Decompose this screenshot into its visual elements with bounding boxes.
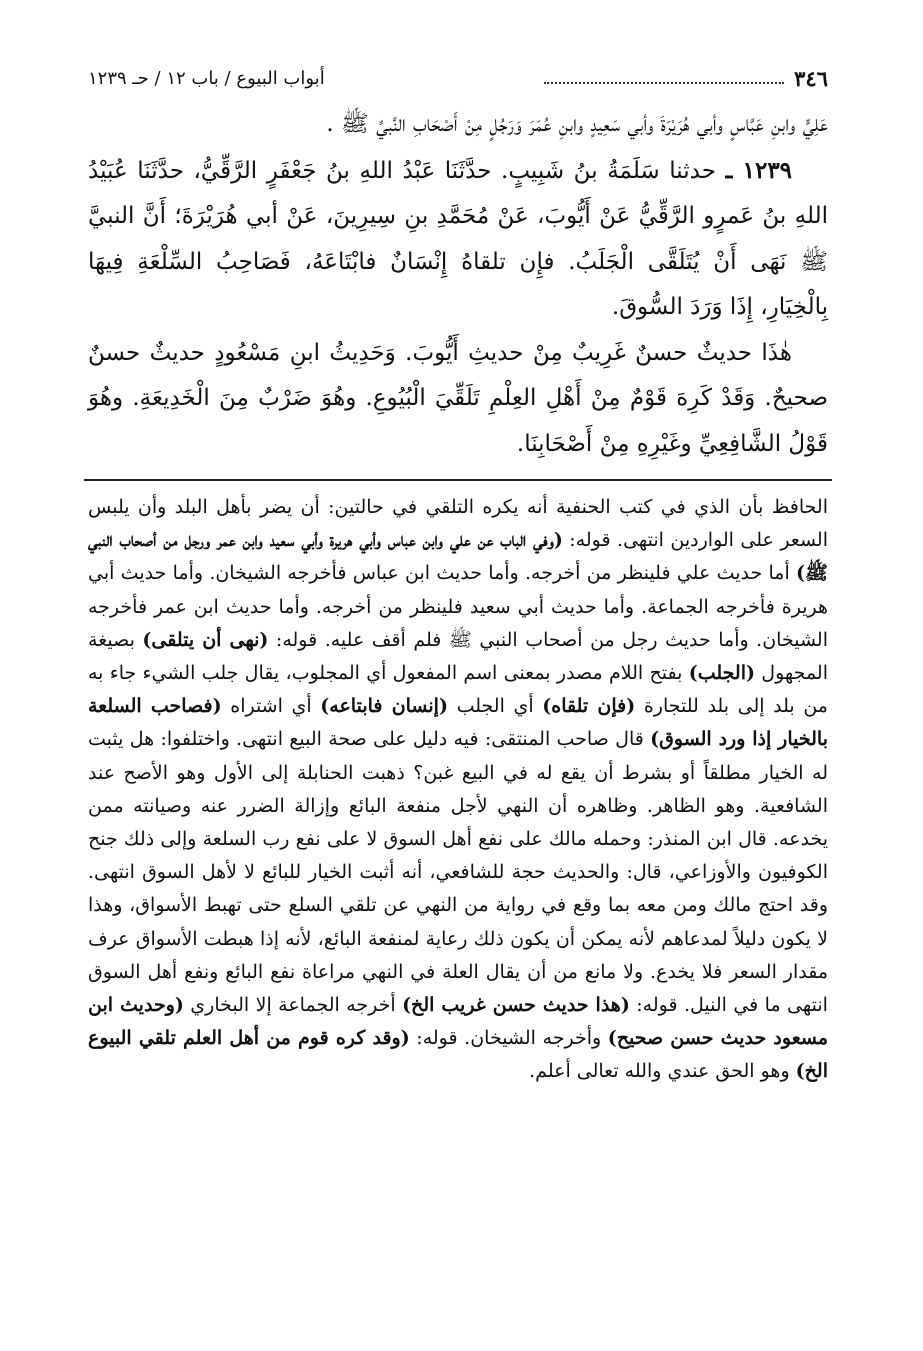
commentary-quote: (فصاحب السلعة بالخيار إذا ورد السوق) (88, 695, 828, 751)
commentary-text: بفتح اللام مصدر بمعنى اسم المفعول أي المجلوب، يقال جلب الشيء جاء به من بلد إلى بلد للتجارة (88, 662, 828, 718)
commentary-quote: (نهى أن يتلقى) (142, 628, 269, 651)
running-header (88, 58, 828, 98)
hadith-number: ١٢٣٩ ـ (725, 156, 793, 184)
commentary-block (88, 491, 828, 1089)
commentary-text: أي الجلب (456, 695, 534, 718)
commentary-text: قال صاحب المنتقى: فيه دليل على صحة البيع انتهى. واختلفوا: هل يثبت له الخيار مطلقاً أو بشرط أن يقع له في البيع غبن؟ ذهبت الحنابلة إلى الأول وهو الأصح عند الشافعية. وهو الظاهر. وظاهره أن النهي لأجل منفعة البائع وإزالة الضرر عنه وصيانته ممن يخدعه. قال ابن المنذر: وحمله مالك على نفع أهل السوق لا على نفع رب السلعة وإلى ذلك جنح الكوفيون والأوزاعي، قال: والحديث حجة للشافعي، أنه أثبت الخيار للبائع لا لأهل السوق انتهى. وقد احتج مالك ومن معه بما وقع في رواية من النهي عن تلقي السلع حتى تهبط الأسواق، وهذا لا يكون دليلاً لمدعاهم لأنه يمكن أن يكون ذلك رعاية لمنفعة البائع، لأنه إذا هبطت الأسواق عرف مقدار السعر فلا يخدع. ولا مانع من أن يقال العلة في النهي مراعاة نفع البائع ونفع أهل السوق انتهى ما في النيل. قوله: (88, 728, 828, 1017)
hadith-paragraph (88, 148, 828, 331)
commentary-quote: (وفي الباب عن علي وابن عباس وأبي هريرة وأبي سعيد وابن عمر ورجل من أصحاب النبي ﷺ) (88, 529, 828, 585)
commentary-quote: (الجلب) (688, 662, 755, 685)
commentary-text: بصيغة المجهول (88, 628, 828, 685)
commentary-quote: (وحديث ابن مسعود حديث حسن صحيح) (88, 994, 829, 1050)
commentary-text: أما حديث علي فلينظر من أخرجه. وأما حديث ابن عباس فأخرجه الشيخان. وأما حديث أبي هريرة فأخرجه الجماعة. وأما حديث أبي سعيد فلينظر من أخرجه. وأما حديث ابن عمر فأخرجه الشيخان. وأما حديث رجل من أصحاب النبي ﷺ فلم أقف عليه. قوله: (88, 562, 828, 651)
commentary-text: وهو الحق عندي والله تعالى أعلم. (529, 1060, 790, 1083)
commentary-quote: (وقد كره قوم من أهل العلم تلقي البيوع الخ) (88, 1027, 828, 1083)
commentary-text: أي اشتراه (230, 695, 312, 718)
commentary-text: وأخرجه الشيخان. قوله: (416, 1027, 602, 1050)
page-number: ٣٤٦ (794, 65, 828, 91)
commentary-text: أخرجه الجماعة إلا البخاري (190, 994, 396, 1017)
hadith-text: حدثنا سَلَمَةُ بنُ شَبِيبٍ. حدَّثَنَا عَبْدُ اللهِ بنُ جَعْفَرٍ الرَّقِّيُّ، حدَّثَنَا عُبَيْدُ اللهِ بنُ عَمرٍو الرَّقِّيُّ عَنْ أَيُّوبَ، عَنْ مُحَمَّدِ بنِ سِيرِينَ، عَنْ أبي هُرَيْرَةَ؛ أَنَّ النبيَّ ﷺ نَهَى أَنْ يُتَلَقَّى الْجَلَبُ. فإِن تلقاهُ إِنْسَانٌ فابْتَاعَهُ، فَصَاحِبُ السِّلْعَةِ فِيهَا بِالْخِيَارِ، إِذَا وَرَدَ السُّوقَ. (88, 157, 828, 320)
commentary-paragraph (88, 491, 828, 1089)
hadith-carry-line: عَلِيٍّ وابنِ عَبَّاسٍ وأبي هُرَيْرَةَ وأبي سَعِيدٍ وابنِ عُمَرَ وَرَجُلٍ مِنْ أَصْحَابِ النَّبيِّ ﷺ . (326, 111, 828, 137)
footnote-divider (84, 479, 832, 481)
commentary-quote: (فإن تلقاه) (542, 695, 636, 718)
hadith-verdict: هٰذَا حديثٌ حسنٌ غَرِيبٌ مِنْ حديثِ أَيُّوبَ. وَحَدِيثُ ابنِ مَسْعُودٍ حديثٌ حسنٌ صحيحٌ. وَقَدْ كَرِهَ قَوْمٌ مِنْ أَهْلِ العِلْمِ تَلَقِّيَ الْبُيُوعِ. وهُوَ ضَرْبٌ مِنَ الْخَدِيعَةِ. وهُوَ قَوْلُ الشَّافِعِيِّ وغَيْرِهِ مِنْ أَصْحَابِنَا. (88, 339, 828, 457)
header-right (544, 66, 828, 91)
hadith-block (88, 102, 828, 467)
commentary-text: الحافظ بأن الذي في كتب الحنفية أنه يكره التلقي في حالتين: أن يضر بأهل البلد وأن يلبس السعر على الواردين انتهى. قوله: (88, 496, 828, 552)
commentary-quote: (إنسان فابتاعه) (320, 695, 448, 718)
header-title: أبواب البيوع / باب ١٢ / حـ ١٢٣٩ (88, 67, 325, 89)
commentary-quote: (هذا حديث حسن غريب الخ) (402, 994, 630, 1017)
leader-dots (544, 82, 784, 84)
book-page (88, 58, 828, 1089)
